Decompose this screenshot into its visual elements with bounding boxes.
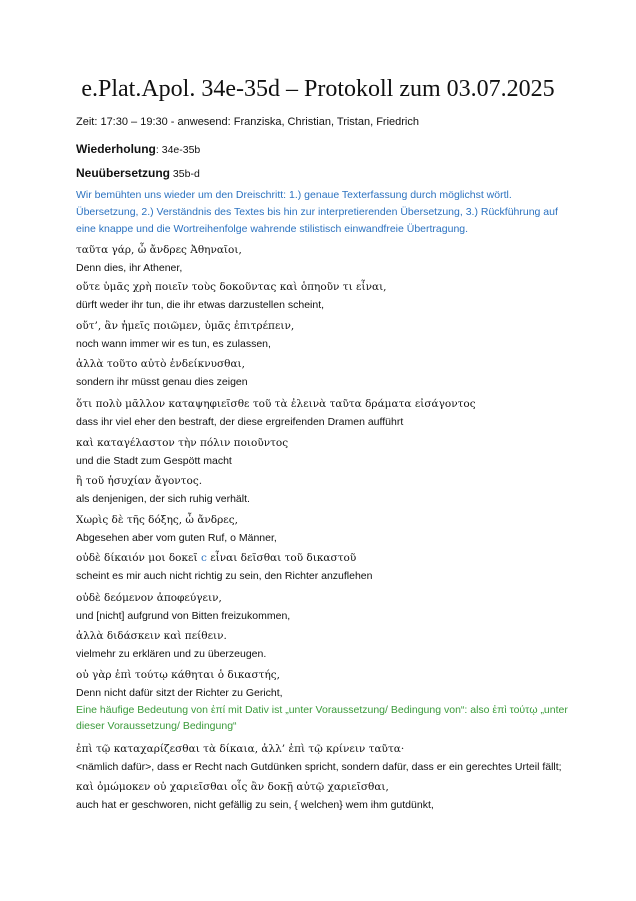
greek-line: οὐ γὰρ ἐπὶ τούτῳ κάθηται ὁ δικαστής, [76,669,280,681]
blue-marker: c [197,552,211,564]
german-line: noch wann immer wir es tun, es zulassen, [76,338,271,350]
section-wiederholung [76,142,200,156]
section-range: 35b-d [170,168,200,180]
greek-line: ἢ τοῦ ἡσυχίαν ἄγοντος. [76,475,203,487]
greek-line: Χωρὶς δὲ τῆς δόξης, ὦ ἄνδρες, [76,514,238,526]
german-line: sondern ihr müsst genau dies zeigen [76,376,248,388]
greek-line: ἐπὶ τῷ καταχαρίζεσθαι τὰ δίκαια, ἀλλ’ ἐπὶ τῷ κρίνειν ταῦτα· [76,743,405,755]
german-line: Denn dies, ihr Athener, [76,262,183,274]
greek-line: οὔτε ὑμᾶς χρὴ ποιεῖν τοὺς δοκοῦντας καὶ ὁπηοῦν τι εἶναι, [76,281,387,293]
greek-text: οὐδὲ δίκαιόν μοι δοκεῖ [76,552,198,564]
meeting-meta: Zeit: 17:30 – 19:30 - anwesend: Franziska, Christian, Tristan, Friedrich [76,116,419,128]
greek-line: ταῦτα γάρ, ὦ ἄνδρες Ἀθηναῖοι, [76,244,242,256]
greek-line: καὶ καταγέλαστον τὴν πόλιν ποιοῦντος [76,437,289,449]
greek-line: οὐδὲ δεόμενον ἀποφεύγειν, [76,592,222,604]
german-line: <nämlich dafür>, dass er Recht nach Gutdünken spricht, sondern dafür, dass er ein gerechtes Urteil fällt; [76,761,562,773]
german-line: dass ihr viel eher den bestraft, der diese ergreifenden Dramen aufführt [76,416,404,428]
greek-line: ἀλλὰ τοῦτο αὐτὸ ἐνδείκνυσθαι, [76,358,246,370]
grammar-note: Eine häufige Bedeutung von ἐπί mit Dativ ist „unter Voraussetzung/ Bedingung von“: also ἐπὶ τούτῳ „unter dieser Voraussetzung/ Bedingung“ [76,704,568,732]
german-line: und die Stadt zum Gespött macht [76,455,232,467]
german-line: und [nicht] aufgrund von Bitten freizukommen, [76,610,291,622]
greek-line: ὅτι πολὺ μᾶλλον καταψηφιεῖσθε τοῦ τὰ ἐλεινὰ ταῦτα δράματα εἰσάγοντος [76,398,476,410]
german-line: Denn nicht dafür sitzt der Richter zu Gericht, [76,687,283,699]
section-heading: Wiederholung [76,142,156,156]
german-line: dürft weder ihr tun, die ihr etwas darzustellen scheint, [76,299,325,311]
intro-paragraph: Wir bemühten uns wieder um den Dreischritt: 1.) genaue Texterfassung durch möglichst wörtl. Übersetzung, 2.) Verständnis des Textes bis hin zur interpretierenden Übersetzung, 3.) Rückführung auf eine knappe und die Wortreihenfolge wahrende stilistisch einwandfreie Übertragung. [76,189,558,235]
greek-line: ἀλλὰ διδάσκειν καὶ πείθειν. [76,630,227,642]
section-heading: Neuübersetzung [76,166,171,180]
german-line: vielmehr zu erklären und zu überzeugen. [76,648,267,660]
page-title: e.Plat.Apol. 34e-35d – Protokoll zum 03.07.2025 [81,76,555,102]
greek-line: οὔτ’, ἂν ἡμεῖς ποιῶμεν, ὑμᾶς ἐπιτρέπειν, [76,320,295,332]
greek-line [76,552,356,564]
german-line: als denjenigen, der sich ruhig verhält. [76,493,250,505]
section-neuuebersetzung [76,166,200,180]
german-line: scheint es mir auch nicht richtig zu sein, den Richter anzuflehen [76,570,373,582]
greek-line: καὶ ὀμώμοκεν οὐ χαριεῖσθαι οἷς ἂν δοκῇ αὐτῷ χαριεῖσθαι, [76,781,389,793]
section-range: : 34e-35b [155,144,201,156]
greek-text: εἶναι δεῖσθαι τοῦ δικαστοῦ [210,552,357,564]
german-line: Abgesehen aber vom guten Ruf, o Männer, [76,532,277,544]
german-line: auch hat er geschworen, nicht gefällig zu sein, { welchen} wem ihm gutdünkt, [76,799,434,811]
